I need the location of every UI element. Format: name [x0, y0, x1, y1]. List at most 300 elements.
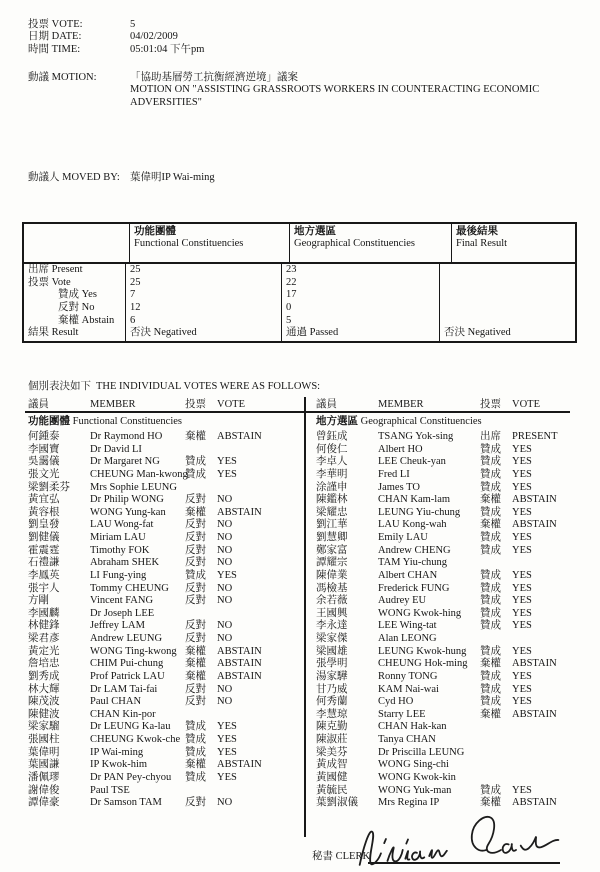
member-vote-en: ABSTAIN: [512, 519, 557, 531]
member-name-zh: 陳鑑林: [316, 494, 348, 506]
moved-by-label: 動議人 MOVED BY:: [28, 172, 120, 183]
member-vote-zh: 贊成: [480, 670, 501, 682]
member-vote-en: ABSTAIN: [217, 670, 262, 682]
member-name-en: LEUNG Yiu-chung: [378, 506, 461, 518]
results-value-final: [440, 277, 575, 290]
member-name-zh: 李卓人: [316, 456, 348, 468]
date-label: 日期 DATE:: [28, 31, 82, 43]
member-name-zh: 李國寶: [28, 443, 60, 455]
member-name-en: LAU Kong-wah: [378, 519, 447, 531]
member-row: [316, 608, 572, 621]
member-name-en: CHEUNG Hok-ming: [378, 658, 468, 670]
member-name-zh: 馮檢基: [316, 582, 348, 594]
results-row-label: 結果 Result: [28, 327, 79, 339]
member-vote-zh: 反對: [185, 519, 206, 531]
member-vote-zh: 反對: [185, 683, 206, 695]
results-header-final: [451, 224, 575, 262]
member-vote-en: YES: [512, 696, 532, 708]
results-value-final: [440, 289, 575, 302]
member-vote-zh: 出席: [480, 431, 501, 442]
member-row: [28, 747, 303, 760]
member-vote-zh: 反對: [185, 494, 206, 506]
member-row: [316, 785, 572, 798]
member-name-zh: 潘佩璆: [28, 771, 60, 783]
results-header-final-en: Final Result: [456, 238, 508, 249]
member-vote-zh: 贊成: [480, 607, 501, 619]
member-vote-en: YES: [512, 582, 532, 594]
member-name-en: Fred LI: [378, 468, 410, 480]
header-rule: [25, 411, 570, 413]
results-value-functional: 25: [130, 276, 141, 288]
results-value-functional: 6: [130, 314, 136, 326]
member-vote-en: YES: [217, 569, 237, 581]
member-vote-en: ABSTAIN: [512, 708, 557, 720]
date-value: 04/02/2009: [130, 31, 178, 43]
member-vote-en: YES: [512, 784, 532, 796]
member-name-en: Dr Joseph LEE: [90, 607, 155, 619]
member-name-zh: 陳克勤: [316, 721, 348, 733]
vote-meta: [28, 19, 204, 56]
member-vote-zh: 反對: [185, 582, 206, 594]
member-name-en: TAM Yiu-chung: [378, 557, 448, 569]
member-name-zh: 梁國雄: [316, 645, 348, 657]
member-name-en: WONG Sing-chi: [378, 759, 449, 771]
member-row: [28, 507, 303, 520]
member-row: [316, 721, 572, 734]
header-vote-zh-right: 投票: [480, 399, 501, 410]
member-vote-zh: 贊成: [480, 468, 501, 480]
member-name-zh: 梁美芬: [316, 746, 348, 758]
column-divider: [304, 397, 306, 837]
member-name-zh: 吳靄儀: [28, 456, 60, 468]
results-value-final: 否決 Negatived: [444, 327, 511, 339]
member-vote-zh: 棄權: [480, 494, 501, 506]
member-name-en: LAU Wong-fat: [90, 519, 154, 531]
member-name-zh: 黃成智: [316, 759, 348, 771]
member-vote-zh: 贊成: [185, 771, 206, 783]
member-name-zh: 李鳳英: [28, 569, 60, 581]
member-vote-zh: 棄權: [185, 645, 206, 657]
member-name-en: Andrew LEUNG: [90, 633, 163, 644]
member-name-en: Dr Philip WONG: [90, 494, 164, 506]
member-vote-zh: 贊成: [480, 582, 501, 594]
member-name-zh: 劉秀成: [28, 670, 60, 682]
member-vote-en: YES: [512, 569, 532, 581]
member-vote-en: YES: [217, 734, 237, 745]
member-vote-en: YES: [512, 595, 532, 607]
member-row: [316, 696, 572, 709]
member-name-zh: 陳健波: [28, 708, 60, 720]
member-name-en: CHEUNG Man-kwong: [90, 468, 188, 480]
member-name-en: Timothy FOK: [90, 544, 150, 556]
member-vote-zh: 贊成: [480, 620, 501, 632]
member-vote-en: YES: [512, 670, 532, 682]
member-name-zh: 湯家驊: [316, 670, 348, 682]
member-name-zh: 黃國健: [316, 771, 348, 783]
member-row: [28, 797, 303, 810]
member-row: [28, 684, 303, 697]
member-vote-zh: 贊成: [480, 683, 501, 695]
header-member-zh-right: 議員: [316, 399, 337, 410]
member-row: [316, 570, 572, 583]
member-row: [28, 620, 303, 633]
member-name-zh: 林大輝: [28, 683, 60, 695]
member-row: [316, 646, 572, 659]
votes-list-functional: [28, 431, 303, 810]
member-row: [316, 532, 572, 545]
member-vote-zh: 贊成: [185, 468, 206, 480]
member-name-en: Emily LAU: [378, 532, 428, 543]
member-vote-en: ABSTAIN: [217, 658, 262, 670]
member-row: [28, 759, 303, 772]
member-row: [28, 671, 303, 684]
member-vote-zh: 贊成: [185, 734, 206, 745]
member-vote-zh: 棄權: [185, 658, 206, 670]
member-name-zh: 梁劉柔芬: [28, 481, 70, 493]
member-row: [316, 431, 572, 444]
results-row-label: 出席 Present: [28, 264, 83, 275]
member-vote-zh: 贊成: [480, 481, 501, 493]
member-vote-zh: 棄權: [480, 708, 501, 720]
member-name-en: Dr Raymond HO: [90, 431, 163, 442]
member-name-en: WONG Ting-kwong: [90, 645, 177, 657]
section-functional: [28, 416, 182, 428]
member-name-zh: 譚偉豪: [28, 797, 60, 809]
member-name-en: Paul CHAN: [90, 696, 142, 708]
motion-text-en: MOTION ON "ASSISTING GRASSROOTS WORKERS IN COUNTERACTING ECONOMIC ADVERSITIES": [130, 84, 540, 108]
member-vote-zh: 棄權: [185, 759, 206, 771]
member-name-zh: 梁家傑: [316, 633, 348, 644]
results-header-geographical-en: Geographical Constituencies: [294, 238, 416, 249]
member-vote-en: NO: [217, 683, 233, 695]
member-name-en: Tommy CHEUNG: [90, 582, 169, 594]
member-row: [28, 431, 303, 444]
member-vote-en: YES: [512, 456, 532, 468]
results-summary-table: [22, 222, 577, 343]
member-vote-en: ABSTAIN: [217, 759, 262, 771]
member-vote-en: YES: [217, 771, 237, 783]
time-value: 05:01:04 下午pm: [130, 43, 205, 55]
member-vote-en: ABSTAIN: [512, 658, 557, 670]
header-member-en-left: MEMBER: [90, 399, 136, 410]
member-name-en: Dr Priscilla LEUNG: [378, 746, 465, 758]
member-row: [28, 721, 303, 734]
member-name-en: Jeffrey LAM: [90, 620, 145, 632]
member-vote-zh: 反對: [185, 633, 206, 644]
member-vote-zh: 反對: [185, 595, 206, 607]
member-vote-en: NO: [217, 557, 233, 569]
member-row: [316, 456, 572, 469]
results-value-functional: 12: [130, 302, 141, 314]
header-vote-en-left: VOTE: [217, 399, 245, 410]
member-name-zh: 李國麟: [28, 607, 60, 619]
member-vote-en: NO: [217, 544, 233, 556]
member-name-en: KAM Nai-wai: [378, 683, 439, 695]
member-name-en: CHEUNG Kwok-che: [90, 734, 181, 745]
member-vote-zh: 反對: [185, 544, 206, 556]
results-col-final: [439, 264, 575, 341]
member-row: [28, 456, 303, 469]
member-row: [316, 709, 572, 722]
member-vote-en: YES: [512, 620, 532, 632]
member-name-zh: 霍震霆: [28, 544, 60, 556]
member-vote-en: YES: [512, 544, 532, 556]
member-name-en: Albert CHAN: [378, 569, 438, 581]
results-value-geographical: 通過 Passed: [286, 327, 339, 339]
member-row: [316, 444, 572, 457]
member-row: [28, 519, 303, 532]
member-vote-zh: 贊成: [480, 645, 501, 657]
member-vote-en: YES: [217, 456, 237, 468]
individual-votes-intro-en: THE INDIVIDUAL VOTES WERE AS FOLLOWS:: [96, 381, 321, 392]
member-name-zh: 劉慧卿: [316, 532, 348, 543]
moved-by-value: 葉偉明IP Wai-ming: [130, 172, 215, 183]
results-header-functional: [129, 224, 289, 262]
results-col-functional: [125, 264, 281, 341]
results-header-blank: [24, 224, 129, 262]
member-row: [28, 658, 303, 671]
member-row: [28, 494, 303, 507]
member-row: [316, 545, 572, 558]
member-vote-zh: 反對: [185, 620, 206, 632]
member-name-en: WONG Kwok-hing: [378, 607, 462, 619]
member-name-zh: 梁耀忠: [316, 506, 348, 518]
results-row-label: 棄權 Abstain: [58, 314, 115, 326]
member-vote-zh: 贊成: [480, 544, 501, 556]
member-name-zh: 陳茂波: [28, 696, 60, 708]
member-name-zh: 甘乃威: [316, 683, 348, 695]
member-vote-zh: 反對: [185, 557, 206, 569]
results-value-final: [440, 302, 575, 315]
member-vote-en: NO: [217, 696, 233, 708]
member-name-zh: 梁家騮: [28, 721, 60, 733]
member-row: [316, 684, 572, 697]
member-name-en: Abraham SHEK: [90, 557, 160, 569]
member-vote-en: ABSTAIN: [217, 506, 262, 518]
results-header-functional-zh: 功能團體: [134, 226, 176, 237]
member-name-en: Mrs Regina IP: [378, 797, 440, 809]
section-geographical: [316, 416, 482, 428]
member-name-zh: 何鍾泰: [28, 431, 60, 442]
member-name-zh: 陳淑莊: [316, 734, 348, 745]
member-name-en: Paul TSE: [90, 784, 130, 796]
member-vote-zh: 贊成: [480, 532, 501, 543]
member-vote-zh: 贊成: [185, 569, 206, 581]
results-row-label: 贊成 Yes: [58, 289, 97, 301]
member-vote-zh: 贊成: [480, 569, 501, 581]
member-vote-zh: 贊成: [185, 456, 206, 468]
results-value-geographical: 5: [286, 314, 292, 326]
member-name-en: Alan LEONG: [378, 633, 437, 644]
member-vote-zh: 反對: [185, 532, 206, 543]
member-row: [28, 633, 303, 646]
member-name-zh: 葉偉明: [28, 746, 60, 758]
member-name-zh: 葉國謙: [28, 759, 60, 771]
member-row: [28, 570, 303, 583]
member-name-en: Cyd HO: [378, 696, 414, 708]
member-row: [28, 709, 303, 722]
member-row: [28, 608, 303, 621]
results-header-geographical: [289, 224, 451, 262]
results-col-labels: [24, 264, 125, 341]
member-vote-en: YES: [512, 683, 532, 695]
member-vote-en: ABSTAIN: [512, 797, 557, 809]
member-name-zh: 余若薇: [316, 595, 348, 607]
member-name-en: CHAN Hak-kan: [378, 721, 447, 733]
member-name-zh: 張文光: [28, 468, 60, 480]
motion-text: [130, 72, 565, 109]
member-name-zh: 方剛: [28, 595, 49, 607]
member-vote-en: PRESENT: [512, 431, 558, 442]
member-name-zh: 何俊仁: [316, 443, 348, 455]
member-name-zh: 李永達: [316, 620, 348, 632]
member-name-en: Dr Margaret NG: [90, 456, 160, 468]
member-row: [316, 482, 572, 495]
member-name-zh: 梁君彥: [28, 633, 60, 644]
member-name-en: LI Fung-ying: [90, 569, 147, 581]
member-vote-en: YES: [512, 468, 532, 480]
moved-by: [28, 172, 215, 184]
member-name-zh: 劉江華: [316, 519, 348, 531]
member-name-zh: 鄭家富: [316, 544, 348, 556]
results-table-body: [24, 264, 575, 341]
member-name-en: Mrs Sophie LEUNG: [90, 481, 177, 493]
member-name-en: WONG Yuk-man: [378, 784, 452, 796]
header-member-zh-left: 議員: [28, 399, 49, 410]
member-vote-zh: 棄權: [480, 797, 501, 809]
member-name-zh: 張國柱: [28, 734, 60, 745]
member-name-zh: 涂謹申: [316, 481, 348, 493]
member-vote-zh: 贊成: [185, 746, 206, 758]
member-name-zh: 黃容根: [28, 506, 60, 518]
member-name-zh: 何秀蘭: [316, 696, 348, 708]
results-row-label: 投票 Vote: [28, 276, 71, 288]
member-vote-en: ABSTAIN: [217, 431, 262, 442]
results-value-final: [440, 315, 575, 328]
member-name-en: Albert HO: [378, 443, 423, 455]
member-row: [28, 583, 303, 596]
individual-votes-intro-zh: 個別表決如下: [28, 381, 91, 392]
header-member-en-right: MEMBER: [378, 399, 424, 410]
member-vote-zh: 棄權: [480, 519, 501, 531]
member-row: [28, 772, 303, 785]
member-vote-zh: 贊成: [480, 506, 501, 518]
member-name-en: Miriam LAU: [90, 532, 146, 543]
member-name-en: Dr LAM Tai-fai: [90, 683, 158, 695]
member-name-en: IP Kwok-him: [90, 759, 148, 771]
vote-number-label: 投票 VOTE:: [28, 19, 83, 30]
member-vote-en: NO: [217, 797, 233, 809]
member-row: [316, 583, 572, 596]
member-vote-en: NO: [217, 519, 233, 531]
member-name-zh: 張宇人: [28, 582, 60, 594]
results-col-geographical: [281, 264, 439, 341]
votes-list-geographical: [316, 431, 572, 810]
member-name-en: CHAN Kin-por: [90, 708, 156, 720]
member-vote-zh: 贊成: [480, 443, 501, 455]
motion-text-zh: 「協助基層勞工抗衡經濟逆境」議案: [130, 72, 298, 83]
member-row: [316, 633, 572, 646]
member-row: [316, 759, 572, 772]
member-name-en: Dr Samson TAM: [90, 797, 162, 809]
member-row: [316, 595, 572, 608]
member-name-zh: 張學明: [316, 658, 348, 670]
member-name-zh: 黃定光: [28, 645, 60, 657]
member-name-en: LEUNG Kwok-hung: [378, 645, 467, 657]
member-name-zh: 李華明: [316, 468, 348, 480]
member-name-en: CHAN Kam-lam: [378, 494, 451, 506]
member-vote-en: YES: [217, 721, 237, 733]
member-row: [316, 772, 572, 785]
member-name-zh: 劉皇發: [28, 519, 60, 531]
results-value-geographical: 0: [286, 302, 292, 314]
member-vote-zh: 棄權: [185, 670, 206, 682]
member-name-en: Frederick FUNG: [378, 582, 450, 594]
member-vote-en: YES: [512, 443, 532, 455]
member-row: [28, 785, 303, 798]
member-row: [316, 507, 572, 520]
member-row: [316, 747, 572, 760]
member-vote-zh: 贊成: [480, 595, 501, 607]
results-value-functional: 25: [130, 264, 141, 275]
results-value-functional: 7: [130, 289, 136, 301]
member-name-zh: 黃毓民: [316, 784, 348, 796]
member-name-zh: 黃宜弘: [28, 494, 60, 506]
member-name-en: LEE Cheuk-yan: [378, 456, 446, 468]
member-name-en: WONG Yung-kan: [90, 506, 166, 518]
member-vote-en: YES: [512, 607, 532, 619]
results-value-geographical: 17: [286, 289, 297, 301]
member-name-en: Prof Patrick LAU: [90, 670, 165, 682]
member-row: [28, 482, 303, 495]
member-row: [316, 469, 572, 482]
member-vote-en: YES: [512, 532, 532, 543]
results-value-geographical: 22: [286, 276, 297, 288]
member-name-zh: 石禮謙: [28, 557, 60, 569]
member-vote-zh: 贊成: [185, 721, 206, 733]
member-row: [28, 696, 303, 709]
member-vote-en: YES: [217, 468, 237, 480]
section-functional-en: Functional Constituencies: [72, 416, 182, 427]
results-header-final-zh: 最後結果: [456, 226, 498, 237]
member-name-zh: 曾鈺成: [316, 431, 348, 442]
member-name-en: Andrew CHENG: [378, 544, 451, 556]
member-name-en: Audrey EU: [378, 595, 427, 607]
member-name-en: Starry LEE: [378, 708, 426, 720]
section-geographical-zh: 地方選區: [316, 416, 358, 427]
header-vote-zh-left: 投票: [185, 399, 206, 410]
member-row: [316, 620, 572, 633]
member-name-zh: 陳偉業: [316, 569, 348, 581]
results-header-functional-en: Functional Constituencies: [134, 238, 244, 249]
member-name-en: Ronny TONG: [378, 670, 438, 682]
member-row: [28, 444, 303, 457]
member-name-en: Dr David LI: [90, 443, 142, 455]
member-name-en: James TO: [378, 481, 420, 493]
results-row-label: 反對 No: [58, 302, 95, 314]
member-vote-zh: 反對: [185, 797, 206, 809]
member-row: [28, 469, 303, 482]
results-value-geographical: 23: [286, 264, 297, 275]
results-header-geographical-zh: 地方選區: [294, 226, 336, 237]
motion-label: 動議 MOTION:: [28, 72, 97, 83]
member-row: [28, 734, 303, 747]
member-row: [28, 595, 303, 608]
clerk-label: 秘書 CLERK: [312, 851, 371, 862]
member-row: [316, 658, 572, 671]
section-geographical-en: Geographical Constituencies: [360, 416, 482, 427]
member-name-en: Tanya CHAN: [378, 734, 436, 745]
